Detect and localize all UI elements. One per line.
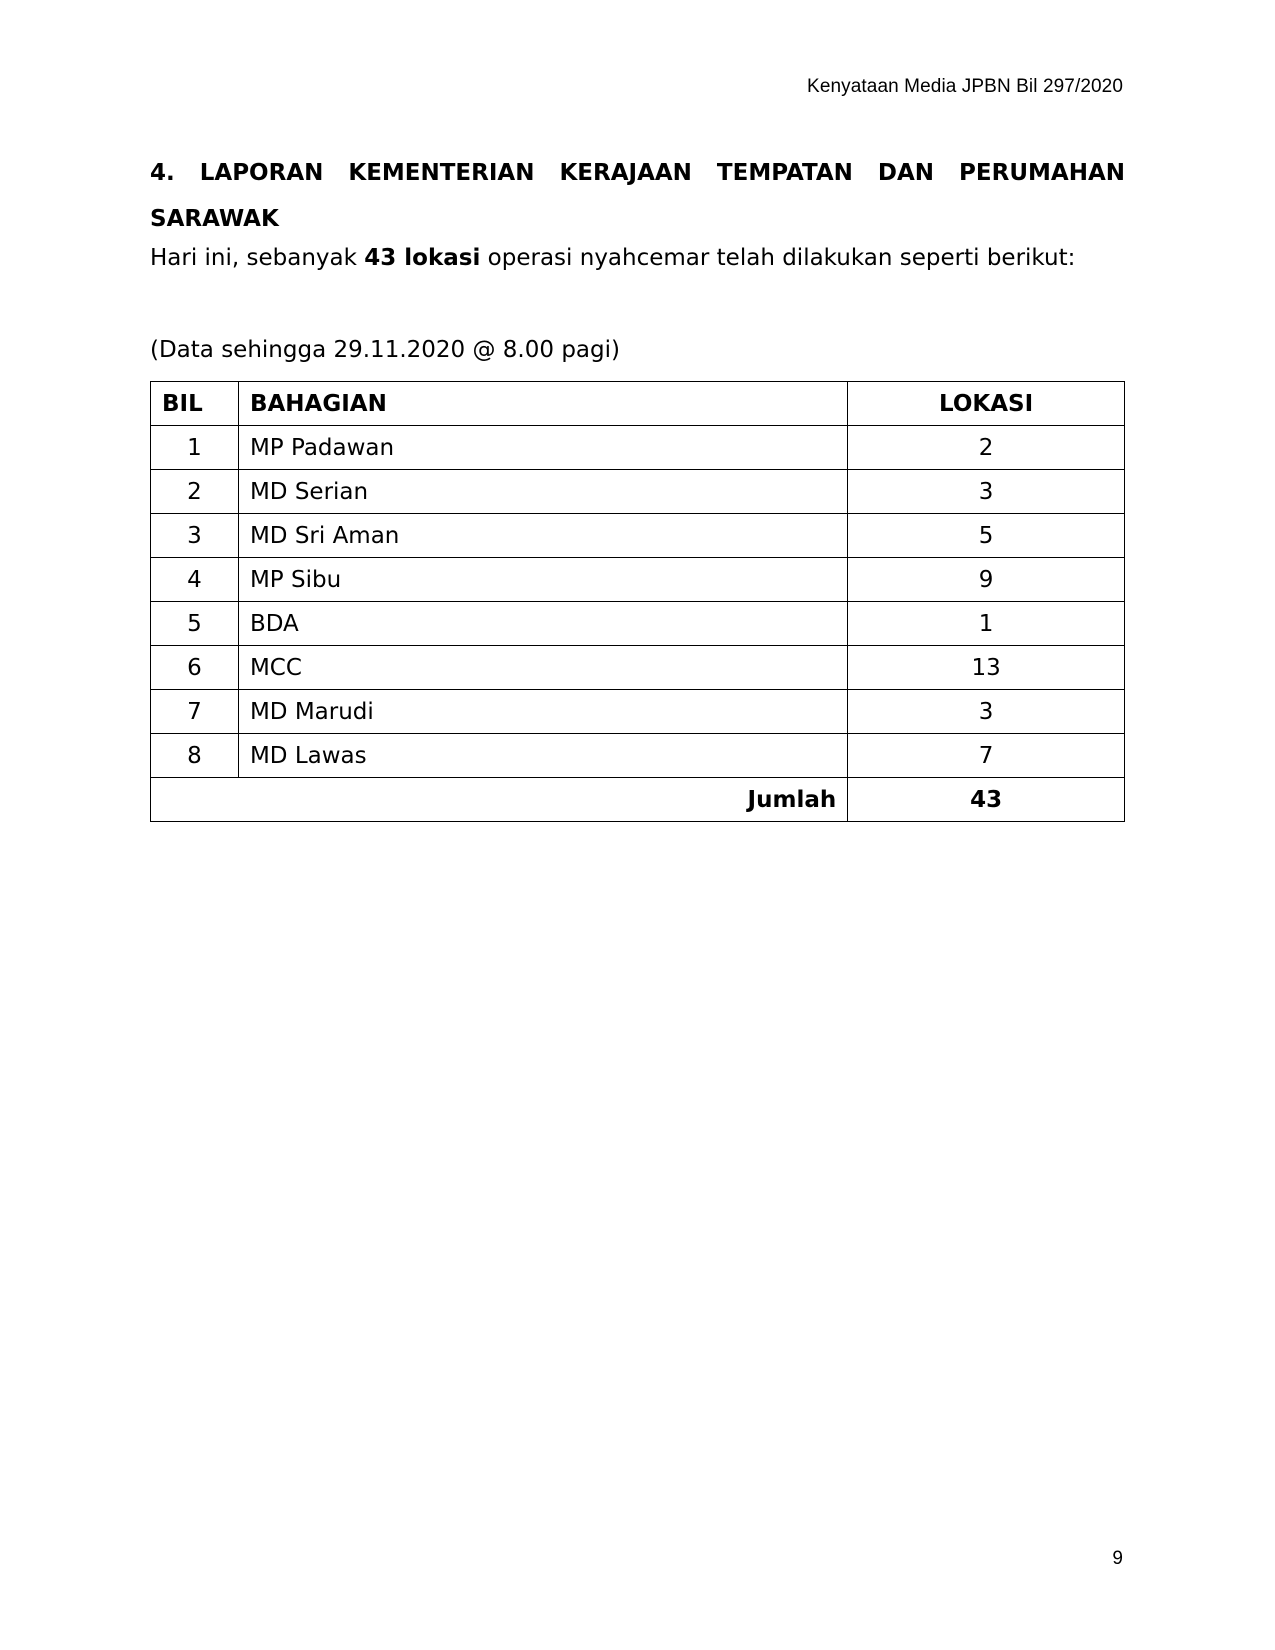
table-row xyxy=(151,602,1125,646)
row-lokasi: 5 xyxy=(848,514,1125,558)
table-row xyxy=(151,690,1125,734)
row-bahagian: MD Sri Aman xyxy=(238,514,847,558)
intro-text-start: Hari ini, sebanyak xyxy=(150,245,365,271)
table-body xyxy=(151,426,1125,822)
document-reference: Kenyataan Media JPBN Bil 297/2020 xyxy=(807,76,1123,97)
table-total-row xyxy=(151,778,1125,822)
row-lokasi: 2 xyxy=(848,426,1125,470)
row-number: 2 xyxy=(151,470,239,514)
row-number: 4 xyxy=(151,558,239,602)
page-number: 9 xyxy=(1112,1548,1123,1569)
total-label: Jumlah xyxy=(151,778,848,822)
header-bahagian: BAHAGIAN xyxy=(238,382,847,426)
total-value: 43 xyxy=(848,778,1125,822)
row-bahagian: MP Padawan xyxy=(238,426,847,470)
row-number: 7 xyxy=(151,690,239,734)
row-number: 8 xyxy=(151,734,239,778)
table-header-row xyxy=(151,382,1125,426)
data-date-note: (Data sehingga 29.11.2020 @ 8.00 pagi) xyxy=(150,337,620,363)
row-number: 5 xyxy=(151,602,239,646)
row-number: 6 xyxy=(151,646,239,690)
intro-text-end: operasi nyahcemar telah dilakukan seperti berikut: xyxy=(480,245,1076,271)
intro-paragraph xyxy=(150,245,1125,271)
row-bahagian: MCC xyxy=(238,646,847,690)
row-lokasi: 1 xyxy=(848,602,1125,646)
row-bahagian: MD Lawas xyxy=(238,734,847,778)
row-lokasi: 9 xyxy=(848,558,1125,602)
table-row xyxy=(151,470,1125,514)
row-lokasi: 13 xyxy=(848,646,1125,690)
table-row xyxy=(151,558,1125,602)
row-bahagian: BDA xyxy=(238,602,847,646)
row-lokasi: 7 xyxy=(848,734,1125,778)
section-heading: 4. LAPORAN KEMENTERIAN KERAJAAN TEMPATAN DAN PERUMAHAN SARAWAK xyxy=(150,160,1125,232)
row-bahagian: MD Serian xyxy=(238,470,847,514)
row-number: 3 xyxy=(151,514,239,558)
row-number: 1 xyxy=(151,426,239,470)
locations-table xyxy=(150,381,1125,822)
header-bil: BIL xyxy=(151,382,239,426)
intro-highlight: 43 lokasi xyxy=(364,245,481,271)
table-row xyxy=(151,426,1125,470)
table-row xyxy=(151,734,1125,778)
row-lokasi: 3 xyxy=(848,470,1125,514)
row-bahagian: MD Marudi xyxy=(238,690,847,734)
table-row xyxy=(151,514,1125,558)
row-lokasi: 3 xyxy=(848,690,1125,734)
table-row xyxy=(151,646,1125,690)
header-lokasi: LOKASI xyxy=(848,382,1125,426)
row-bahagian: MP Sibu xyxy=(238,558,847,602)
